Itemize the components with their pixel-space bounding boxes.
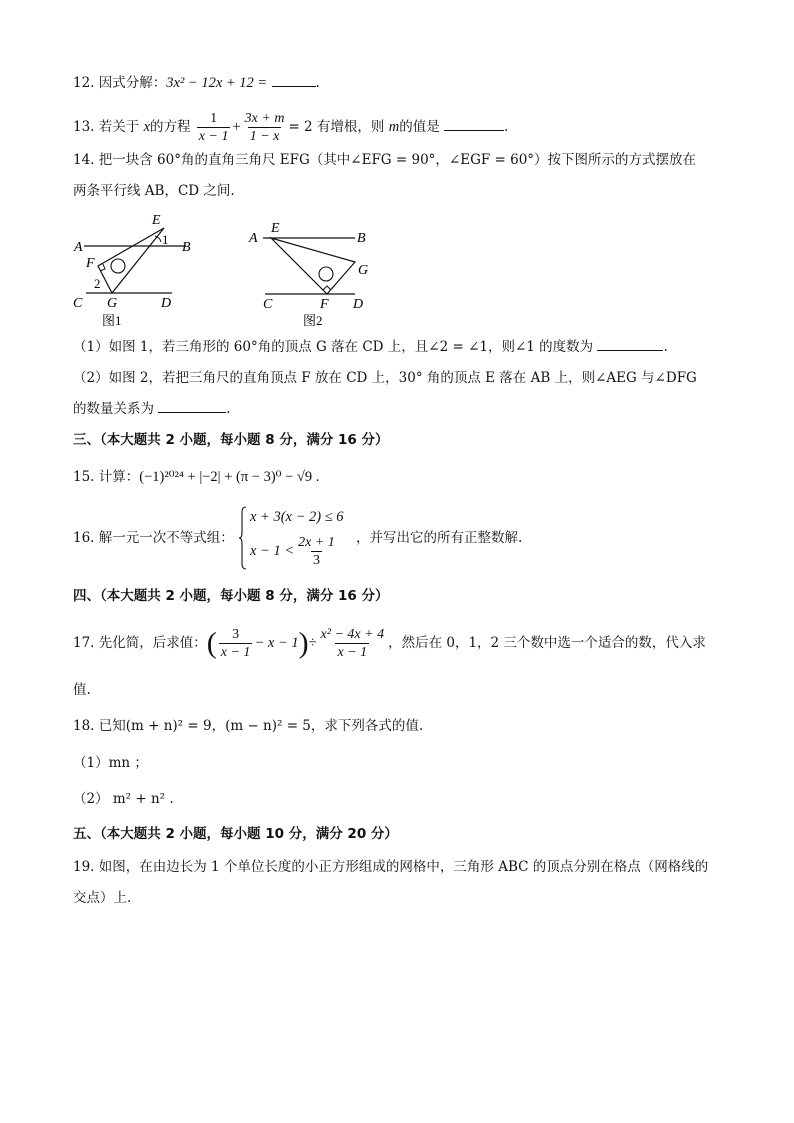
fig2-label-e: E xyxy=(271,221,280,236)
q12-suffix: . xyxy=(315,75,320,91)
q13-fraction-1 xyxy=(197,110,231,145)
q17-left-paren: ( xyxy=(206,626,217,660)
q14-p1-end: . xyxy=(663,339,668,355)
q17-fraction-1 xyxy=(219,626,253,661)
fig1-label-a: A xyxy=(74,240,83,255)
fig2-label-d: D xyxy=(353,297,364,312)
q13-f2-num: 3x + m xyxy=(244,111,285,126)
fig2-label-f: F xyxy=(320,297,329,312)
fig2-label-c: C xyxy=(263,297,273,312)
section-5-heading: 五、（本大题共 2 小题，每小题 10 分，满分 20 分） xyxy=(73,826,398,842)
q13-f1-num: 1 xyxy=(210,111,218,126)
q14-p1-text: （1）如图 1，若三角形的 60°角的顶点 G 落在 CD 上，且∠2 = ∠1，则∠1 的度数为 xyxy=(73,339,594,355)
q17-line1 xyxy=(73,623,706,663)
fig2-label-b: B xyxy=(357,231,366,246)
q19-line2: 交点）上. xyxy=(73,890,132,906)
q19-line1: 19. 如图，在由边长为 1 个单位长度的小正方形组成的网格中，三角形 ABC 的顶点分别在格点（网格线的 xyxy=(73,859,709,875)
q17-f1-num: 3 xyxy=(232,627,240,642)
q18-part2: （2） m² + n² . xyxy=(73,791,174,807)
fig2-label-a: A xyxy=(249,231,258,246)
q18-part1: （1）mn ； xyxy=(73,755,148,771)
fig1-label-f: F xyxy=(86,256,95,271)
fig1-triangle xyxy=(98,228,164,293)
q13-prefix: 13. 若关于 xyxy=(73,119,140,135)
q13-mid: 的方程 xyxy=(150,119,191,135)
q13-fraction-2 xyxy=(243,110,287,145)
q17-fraction-2 xyxy=(319,626,387,661)
q13-answer-blank[interactable] xyxy=(444,118,504,131)
q17-suffix: ，然后在 0，1，2 三个数中选一个适合的数，代入求 xyxy=(388,635,706,651)
q16-inequality-2 xyxy=(250,532,339,570)
q13-tail: 的值是 xyxy=(399,119,440,135)
q12-answer-blank[interactable] xyxy=(272,74,316,87)
q16-prefix: 16. 解一元一次不等式组： xyxy=(73,530,234,546)
q16-inequality-1: x + 3(x − 2) ≤ 6 xyxy=(250,509,344,525)
q13-plus: + xyxy=(232,119,241,135)
q13-m: m xyxy=(388,119,400,135)
q13-end: . xyxy=(504,119,509,135)
q17-f2-den: x − 1 xyxy=(337,645,368,660)
q13-rhs: = 2 有增根，则 xyxy=(288,119,385,135)
q14-part1 xyxy=(73,337,668,357)
q13-var: x xyxy=(143,119,150,135)
fig1-caption: 图1 xyxy=(102,313,122,328)
section-4-heading: 四、（本大题共 2 小题，每小题 8 分，满分 16 分） xyxy=(73,588,389,604)
q16-ineq2-left: x − 1 < xyxy=(250,543,295,559)
q12-line xyxy=(73,73,320,93)
q14-figure-1 xyxy=(70,208,205,330)
fig2-triangle xyxy=(271,238,355,294)
fig1-label-b: B xyxy=(182,240,191,255)
fig1-label-g: G xyxy=(107,296,118,311)
q13-line xyxy=(73,110,508,145)
q16-suffix: ，并写出它的所有正整数解. xyxy=(356,530,523,546)
q15-expression: (−1)²⁰²⁴ + |−2| + (π − 3)⁰ − √9 . xyxy=(139,469,320,485)
fig1-angle-2: 2 xyxy=(94,276,101,291)
q16-frac-num: 2x + 1 xyxy=(298,535,335,550)
q14-p2-end: . xyxy=(226,401,231,417)
q14-p1-answer-blank[interactable] xyxy=(597,338,663,351)
q14-p2-answer-blank[interactable] xyxy=(158,400,226,413)
fig2-caption: 图2 xyxy=(303,313,323,328)
q18-line1: 18. 已知(m + n)² = 9，(m − n)² = 5，求下列各式的值. xyxy=(73,718,424,734)
q17-divide: ÷ xyxy=(308,635,317,651)
q14-line1: 14. 把一块含 60°角的直角三角尺 EFG（其中∠EFG = 90°，∠EGF = 60°）按下图所示的方式摆放在 xyxy=(73,152,697,168)
q16-brace xyxy=(239,506,247,570)
q15-prefix: 15. 计算： xyxy=(73,469,140,485)
q13-f1-den: x − 1 xyxy=(198,129,229,144)
q17-f2-num: x² − 4x + 4 xyxy=(320,627,385,642)
q14-figure-2 xyxy=(245,212,380,330)
fig1-angle-1: 1 xyxy=(162,232,169,247)
q17-minus: − x − 1 xyxy=(254,635,299,651)
q14-line2: 两条平行线 AB，CD 之间. xyxy=(73,183,235,199)
fig2-label-g: G xyxy=(358,263,369,278)
q12-prefix: 12. 因式分解： xyxy=(73,75,167,91)
q16-fraction xyxy=(296,534,337,569)
fig1-label-e: E xyxy=(152,213,161,228)
q17-prefix: 17. 先化简，后求值： xyxy=(73,635,207,651)
q17-line2: 值. xyxy=(73,682,91,698)
section-3-heading: 三、（本大题共 2 小题，每小题 8 分，满分 16 分） xyxy=(73,432,389,448)
q17-f1-den: x − 1 xyxy=(220,645,251,660)
fig1-circle xyxy=(111,259,125,273)
q13-f2-den: 1 − x xyxy=(249,129,280,144)
q14-part2-line1: （2）如图 2，若把三角尺的直角顶点 F 放在 CD 上，30° 角的顶点 E 落在 AB 上，则∠AEG 与∠DFG xyxy=(73,370,697,386)
fig2-circle xyxy=(319,267,333,281)
q16-frac-den: 3 xyxy=(312,553,320,568)
q14-part2-line2 xyxy=(73,399,231,419)
q14-p2-text: 的数量关系为 xyxy=(73,401,154,417)
q15-line xyxy=(73,467,319,487)
q17-right-paren: ) xyxy=(298,626,309,660)
fig1-label-d: D xyxy=(161,296,172,311)
q12-expression: 3x² − 12x + 12 = xyxy=(166,75,268,91)
fig1-label-c: C xyxy=(73,296,83,311)
fig2-right-angle-mark xyxy=(323,286,331,290)
